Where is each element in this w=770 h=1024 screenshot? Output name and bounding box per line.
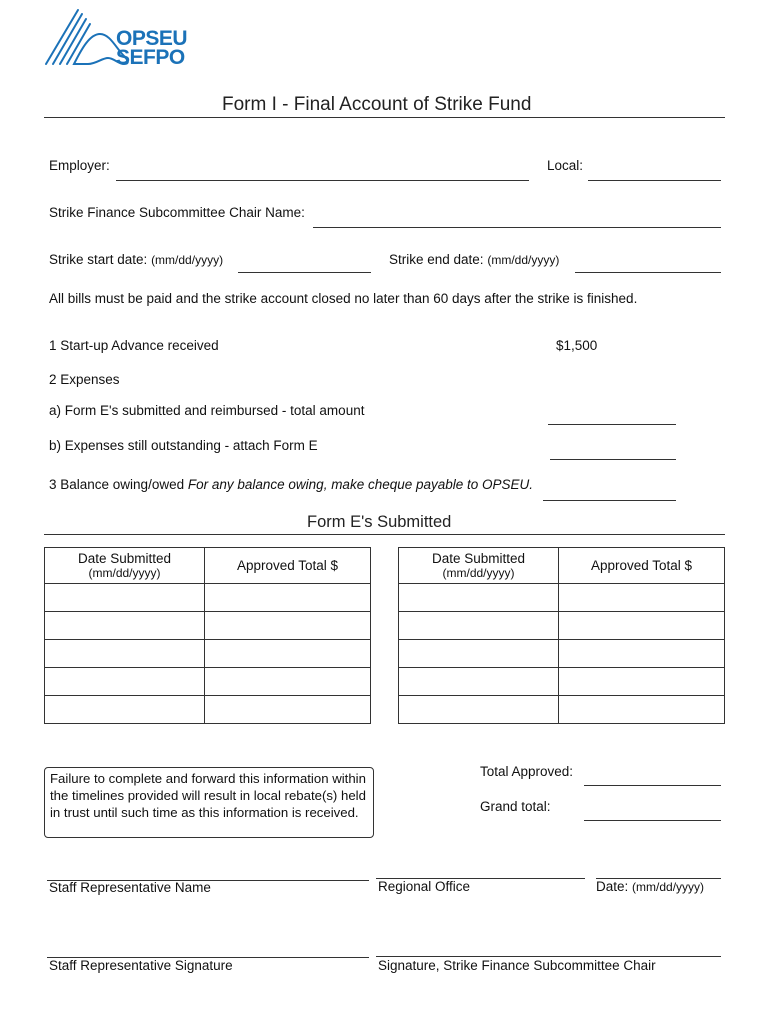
chair-name-field[interactable]: [313, 227, 721, 228]
date-cell[interactable]: [399, 584, 559, 612]
date-cell[interactable]: [45, 584, 205, 612]
total-approved-label: Total Approved:: [480, 764, 574, 779]
col-date-label: Date Submitted: [431, 551, 526, 566]
startup-advance-label: 1 Start-up Advance received: [49, 338, 219, 353]
total-cell[interactable]: [559, 612, 725, 640]
col-date-header: [45, 548, 205, 584]
grand-total-label: Grand total:: [480, 799, 551, 814]
grand-total-field[interactable]: [584, 820, 721, 821]
logo-text-opseu: OPSEU: [116, 27, 188, 50]
date-cell[interactable]: [45, 640, 205, 668]
form-e-title: Form E's Submitted: [307, 513, 452, 531]
date-cell[interactable]: [399, 612, 559, 640]
expenses-heading: 2 Expenses: [49, 372, 120, 387]
total-cell[interactable]: [205, 696, 371, 724]
total-approved-field[interactable]: [584, 785, 721, 786]
balance-label: [49, 477, 533, 492]
end-date-label: [389, 252, 559, 267]
col-date-format: (mm/dd/yyyy): [88, 566, 161, 580]
employer-field[interactable]: [116, 180, 529, 181]
total-cell[interactable]: [559, 584, 725, 612]
expenses-b-field[interactable]: [550, 459, 676, 460]
total-cell[interactable]: [205, 640, 371, 668]
staff-signature-label: Staff Representative Signature: [49, 958, 233, 973]
employer-label: Employer:: [49, 158, 110, 173]
start-date-format: (mm/dd/yyyy): [151, 253, 224, 267]
end-date-text: Strike end date:: [389, 252, 484, 267]
warning-box: Failure to complete and forward this information within the timelines provided will result in local rebate(s) held in trust until such time as this information is received.: [44, 767, 374, 838]
total-cell[interactable]: [559, 640, 725, 668]
date-cell[interactable]: [45, 668, 205, 696]
date-cell[interactable]: [45, 612, 205, 640]
total-cell[interactable]: [559, 696, 725, 724]
form-e-table-right: [398, 547, 725, 724]
col-date-label: Date Submitted: [77, 551, 172, 566]
opseu-logo: [44, 8, 188, 69]
expenses-a-field[interactable]: [548, 424, 676, 425]
startup-advance-amount: $1,500: [556, 338, 598, 353]
col-date-header: [399, 548, 559, 584]
staff-name-label: Staff Representative Name: [49, 880, 211, 895]
start-date-text: Strike start date:: [49, 252, 148, 267]
date-cell[interactable]: [45, 696, 205, 724]
total-cell[interactable]: [205, 584, 371, 612]
chair-name-label: Strike Finance Subcommittee Chair Name:: [49, 205, 305, 220]
balance-field[interactable]: [543, 500, 676, 501]
logo-text-sefpo: SEFPO: [116, 46, 185, 69]
local-field[interactable]: [588, 180, 721, 181]
date-text: Date:: [596, 879, 629, 894]
chair-signature-label: Signature, Strike Finance Subcommittee Chair: [378, 958, 656, 973]
date-label: [596, 879, 704, 894]
form-e-table-left: [44, 547, 371, 724]
total-cell[interactable]: [559, 668, 725, 696]
expenses-b-label: b) Expenses still outstanding - attach Form E: [49, 438, 318, 453]
chair-signature-line[interactable]: [376, 956, 721, 957]
start-date-label: [49, 252, 223, 267]
end-date-field[interactable]: [575, 272, 721, 273]
form-title: Form I - Final Account of Strike Fund: [222, 94, 532, 115]
col-date-format: (mm/dd/yyyy): [442, 566, 515, 580]
date-cell[interactable]: [399, 696, 559, 724]
balance-text: 3 Balance owing/owed: [49, 477, 185, 492]
date-cell[interactable]: [399, 668, 559, 696]
form-e-underline: [44, 534, 725, 535]
total-cell[interactable]: [205, 612, 371, 640]
expenses-a-label: a) Form E's submitted and reimbursed - total amount: [49, 403, 365, 418]
date-cell[interactable]: [399, 640, 559, 668]
bills-notice: All bills must be paid and the strike account closed no later than 60 days after the strike is finished.: [49, 291, 638, 306]
col-total-header: Approved Total $: [559, 548, 725, 584]
title-underline: [44, 117, 725, 118]
balance-note: For any balance owing, make cheque payable to OPSEU.: [187, 477, 534, 492]
date-format: (mm/dd/yyyy): [632, 880, 705, 894]
total-cell[interactable]: [205, 668, 371, 696]
local-label: Local:: [547, 158, 584, 173]
start-date-field[interactable]: [238, 272, 371, 273]
end-date-format: (mm/dd/yyyy): [487, 253, 560, 267]
col-total-header: Approved Total $: [205, 548, 371, 584]
regional-office-label: Regional Office: [378, 879, 471, 894]
